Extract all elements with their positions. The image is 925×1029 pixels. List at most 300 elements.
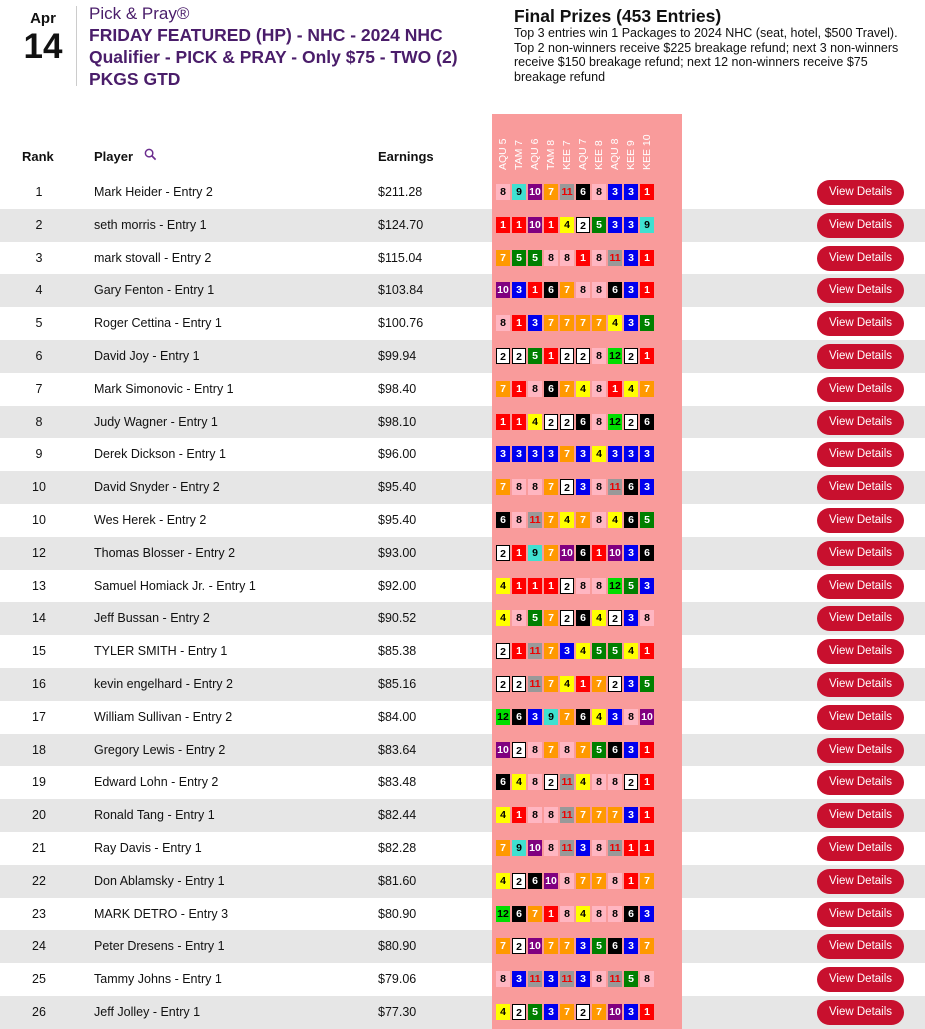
view-details-button[interactable]: View Details [817,541,904,566]
pick-badge: 7 [544,479,558,495]
earnings-cell: $211.28 [378,185,423,199]
view-details-button[interactable]: View Details [817,934,904,959]
pick-badge: 8 [560,906,574,922]
pick-badge: 4 [624,643,638,659]
pick-badge: 1 [512,381,526,397]
pick-badge: 1 [640,643,654,659]
pick-badge: 3 [512,446,526,462]
pick-badge: 5 [528,610,542,626]
rank-cell: 17 [32,709,46,724]
pick-badge: 7 [640,938,654,954]
picks-list [496,610,654,626]
rank-cell: 5 [35,316,43,331]
pick-badge: 2 [496,545,510,561]
view-details-button[interactable]: View Details [817,738,904,763]
pick-badge: 4 [576,381,590,397]
earnings-cell: $100.76 [378,316,424,331]
pick-badge: 4 [560,512,574,528]
earnings-cell: $92.00 [378,578,417,593]
pick-badge: 2 [544,774,558,790]
table-row [0,963,925,996]
pick-badge: 11 [609,841,621,854]
pick-badge: 11 [609,973,621,986]
pick-badge: 1 [512,807,526,823]
pick-badge: 3 [624,250,638,266]
earnings-cell: $77.30 [378,1004,417,1019]
pick-badge: 8 [640,610,654,626]
pick-badge: 6 [640,545,654,561]
view-details-button[interactable]: View Details [817,639,904,664]
pick-badge: 2 [496,643,510,659]
pick-badge: 7 [496,840,510,856]
pick-badge: 6 [576,545,590,561]
pick-badge: 7 [544,938,558,954]
pick-badge: 3 [624,446,638,462]
pick-badge: 2 [624,348,638,364]
view-details-button[interactable]: View Details [817,672,904,697]
view-details-button[interactable]: View Details [817,213,904,238]
pick-badge: 4 [576,906,590,922]
pick-badge: 11 [561,809,573,822]
table-row [0,832,925,865]
player-name: Tammy Johns - Entry 1 [94,972,222,987]
pick-badge: 7 [544,184,558,200]
view-details-button[interactable]: View Details [817,803,904,828]
pick-badge: 1 [640,348,654,364]
rank-cell: 14 [32,611,46,626]
header-divider [76,6,77,86]
player-name: kevin engelhard - Entry 2 [94,676,233,691]
table-row [0,406,925,439]
pick-badge: 2 [560,578,574,594]
rank-cell: 18 [32,742,46,757]
pick-badge: 8 [576,282,590,298]
pick-badge: 8 [592,282,606,298]
rank-cell: 10 [32,480,46,495]
player-name: Judy Wagner - Entry 1 [94,414,218,429]
pick-badge: 1 [640,840,654,856]
pick-badge: 2 [608,610,622,626]
earnings-cell: $85.16 [378,676,417,691]
pick-badge: 7 [544,512,558,528]
pick-badge: 7 [592,1004,606,1020]
pick-badge: 3 [608,446,622,462]
pick-badge: 3 [544,971,558,987]
pick-badge: 3 [576,840,590,856]
race-label: KEE 7 [561,140,573,170]
pick-badge: 12 [609,579,621,592]
pick-badge: 11 [609,481,621,494]
pick-badge: 1 [608,381,622,397]
pick-badge: 1 [544,217,558,233]
pick-badge: 8 [560,742,574,758]
pick-badge: 6 [528,873,542,889]
picks-list [496,742,654,758]
pick-badge: 2 [560,348,574,364]
pick-badge: 1 [640,807,654,823]
table-row [0,898,925,931]
event-date [14,10,72,66]
pick-badge: 7 [576,315,590,331]
pick-badge: 7 [560,938,574,954]
picks-list [496,348,654,364]
pick-badge: 12 [609,415,621,428]
rank-header: Rank [22,149,54,164]
player-name: Ray Davis - Entry 1 [94,840,202,855]
player-name: mark stovall - Entry 2 [94,250,212,265]
pick-badge: 5 [608,643,622,659]
pick-badge: 1 [544,578,558,594]
earnings-cell: $98.10 [378,414,417,429]
player-name: David Snyder - Entry 2 [94,480,220,495]
pick-badge: 5 [528,1004,542,1020]
pick-badge: 1 [640,282,654,298]
picks-list [496,709,654,725]
pick-badge: 10 [529,940,541,953]
earnings-cell: $82.44 [378,808,417,823]
picks-list [496,250,654,266]
event-month: Apr [30,10,56,27]
view-details-button[interactable]: View Details [817,967,904,992]
pick-badge: 5 [592,643,606,659]
player-name: Jeff Bussan - Entry 2 [94,611,210,626]
pick-badge: 6 [512,709,526,725]
pick-badge: 1 [592,545,606,561]
table-row [0,799,925,832]
pick-badge: 8 [592,774,606,790]
search-icon[interactable] [144,148,157,161]
pick-badge: 8 [592,381,606,397]
earnings-cell: $80.90 [378,939,417,954]
pick-badge: 3 [624,807,638,823]
pick-badge: 1 [512,643,526,659]
pick-badge: 3 [496,446,510,462]
earnings-cell: $103.84 [378,283,424,298]
picks-list [496,315,654,331]
player-name: Don Ablamsky - Entry 1 [94,873,225,888]
view-details-button[interactable]: View Details [817,410,904,435]
pick-badge: 4 [496,578,510,594]
rank-cell: 26 [32,1004,46,1019]
pick-badge: 7 [496,938,510,954]
pick-badge: 8 [576,578,590,594]
player-name: David Joy - Entry 1 [94,348,200,363]
pick-badge: 8 [608,774,622,790]
event-day: 14 [23,27,63,66]
earnings-cell: $82.28 [378,840,417,855]
pick-badge: 7 [560,315,574,331]
earnings-cell: $115.04 [378,250,423,265]
pick-badge: 5 [640,512,654,528]
earnings-cell: $96.00 [378,447,417,462]
contest-title-block [89,4,489,90]
view-details-button[interactable]: View Details [817,574,904,599]
pick-badge: 7 [528,906,542,922]
picks-list [496,643,654,659]
pick-badge: 6 [512,906,526,922]
table-row [0,340,925,373]
pick-badge: 7 [592,676,606,692]
pick-badge: 3 [544,1004,558,1020]
pick-badge: 7 [544,643,558,659]
race-header [492,114,682,172]
pick-badge: 10 [641,710,653,723]
pick-badge: 3 [640,906,654,922]
pick-badge: 1 [640,250,654,266]
picks-list [496,971,654,987]
player-name: Gregory Lewis - Entry 2 [94,742,226,757]
race-label: KEE 9 [625,140,637,170]
pick-badge: 7 [592,807,606,823]
earnings-cell: $83.64 [378,742,417,757]
view-details-button[interactable]: View Details [817,311,904,336]
earnings-cell: $99.94 [378,348,417,363]
pick-badge: 3 [528,446,542,462]
pick-badge: 10 [545,874,557,887]
pick-badge: 3 [576,938,590,954]
pick-badge: 8 [624,709,638,725]
table-row [0,602,925,635]
rank-cell: 22 [32,873,46,888]
earnings-cell: $90.52 [378,611,417,626]
contest-brand: Pick & Pray® [89,4,190,23]
pick-badge: 3 [640,446,654,462]
pick-badge: 7 [560,381,574,397]
pick-badge: 1 [512,315,526,331]
table-row [0,766,925,799]
pick-badge: 3 [640,578,654,594]
rank-cell: 4 [35,283,43,298]
pick-badge: 10 [529,218,541,231]
table-row [0,504,925,537]
pick-badge: 8 [512,512,526,528]
pick-badge: 11 [529,973,541,986]
picks-list [496,938,654,954]
pick-badge: 1 [640,742,654,758]
pick-badge: 9 [512,184,526,200]
race-label: TAM 7 [513,139,525,170]
pick-badge: 8 [544,250,558,266]
pick-badge: 8 [608,906,622,922]
rank-cell: 2 [35,217,43,232]
pick-badge: 3 [624,610,638,626]
pick-badge: 8 [592,348,606,364]
race-label: AQU 5 [497,138,509,170]
pick-badge: 2 [496,348,510,364]
pick-badge: 9 [528,545,542,561]
pick-badge: 3 [560,643,574,659]
pick-badge: 2 [576,348,590,364]
pick-badge: 6 [624,479,638,495]
rank-cell: 20 [32,808,46,823]
pick-badge: 1 [624,873,638,889]
pick-badge: 4 [608,512,622,528]
pick-badge: 8 [528,381,542,397]
pick-badge: 8 [592,971,606,987]
pick-badge: 11 [529,677,541,690]
rank-cell: 6 [35,348,43,363]
picks-list [496,414,654,430]
pick-badge: 4 [528,414,542,430]
view-details-button[interactable]: View Details [817,836,904,861]
pick-badge: 4 [592,610,606,626]
picks-list [496,512,654,528]
pick-badge: 10 [609,1005,621,1018]
pick-badge: 10 [497,284,509,297]
earnings-cell: $95.40 [378,512,417,527]
table-row [0,930,925,963]
table-row [0,307,925,340]
table-row [0,471,925,504]
picks-list [496,184,654,200]
pick-badge: 11 [609,251,621,264]
pick-badge: 7 [544,545,558,561]
pick-badge: 8 [608,873,622,889]
pick-badge: 6 [624,512,638,528]
pick-badge: 3 [576,971,590,987]
rank-cell: 23 [32,906,46,921]
pick-badge: 11 [561,973,573,986]
view-details-button[interactable]: View Details [817,246,904,271]
view-details-button[interactable]: View Details [817,344,904,369]
picks-list [496,545,654,561]
pick-badge: 6 [608,938,622,954]
leaderboard [0,176,925,1029]
pick-badge: 3 [624,742,638,758]
view-details-button[interactable]: View Details [817,180,904,205]
pick-badge: 7 [544,676,558,692]
pick-badge: 5 [592,742,606,758]
pick-badge: 6 [640,414,654,430]
view-details-button[interactable]: View Details [817,770,904,795]
pick-badge: 11 [529,645,541,658]
pick-badge: 7 [592,873,606,889]
pick-badge: 5 [592,217,606,233]
pick-badge: 5 [624,578,638,594]
picks-list [496,479,654,495]
race-label: KEE 8 [593,140,605,170]
picks-list [496,676,654,692]
pick-badge: 7 [576,873,590,889]
pick-badge: 8 [512,610,526,626]
player-name: MARK DETRO - Entry 3 [94,906,229,921]
earnings-cell: $93.00 [378,545,417,560]
pick-badge: 1 [624,840,638,856]
pick-badge: 8 [512,479,526,495]
pick-badge: 6 [576,610,590,626]
earnings-cell: $80.90 [378,906,417,921]
pick-badge: 2 [576,1004,590,1020]
pick-badge: 8 [592,250,606,266]
pick-badge: 8 [640,971,654,987]
pick-badge: 2 [560,414,574,430]
picks-list [496,774,654,790]
pick-badge: 4 [496,873,510,889]
player-name: Gary Fenton - Entry 1 [94,283,215,298]
prize-description: Top 3 entries win 1 Packages to 2024 NHC (seat, hotel, $500 Travel). Top 2 non-winners receive $225 breakage refund; next 3 non-winners receive $150 breakage refund; next 12 non-winners receive $75 breakage refund [514,26,899,84]
pick-badge: 7 [496,479,510,495]
rank-cell: 1 [35,185,43,199]
view-details-button[interactable]: View Details [817,705,904,730]
pick-badge: 1 [512,217,526,233]
table-row [0,701,925,734]
view-details-button[interactable]: View Details [817,606,904,631]
pick-badge: 4 [496,1004,510,1020]
pick-badge: 11 [561,776,573,789]
pick-badge: 8 [528,807,542,823]
pick-badge: 6 [496,774,510,790]
pick-badge: 3 [576,479,590,495]
pick-badge: 2 [512,348,526,364]
table-row [0,209,925,242]
earnings-cell: $83.48 [378,775,417,790]
table-row [0,537,925,570]
pick-badge: 4 [512,774,526,790]
view-details-button[interactable]: View Details [817,902,904,927]
pick-badge: 7 [608,807,622,823]
pick-badge: 3 [624,184,638,200]
pick-badge: 1 [512,414,526,430]
pick-badge: 7 [560,446,574,462]
pick-badge: 6 [544,282,558,298]
pick-badge: 11 [529,513,541,526]
earnings-cell: $79.06 [378,972,417,987]
pick-badge: 3 [624,938,638,954]
pick-badge: 3 [512,971,526,987]
pick-badge: 4 [592,446,606,462]
pick-badge: 7 [496,381,510,397]
pick-badge: 12 [497,907,509,920]
view-details-button[interactable]: View Details [817,869,904,894]
pick-badge: 4 [560,676,574,692]
pick-badge: 9 [512,840,526,856]
pick-badge: 7 [544,742,558,758]
pick-badge: 1 [576,676,590,692]
earnings-cell: $84.00 [378,709,417,724]
picks-list [496,807,654,823]
view-details-button[interactable]: View Details [817,508,904,533]
pick-badge: 8 [528,742,542,758]
pick-badge: 4 [592,709,606,725]
pick-badge: 1 [544,906,558,922]
player-name: Mark Simonovic - Entry 1 [94,381,234,396]
pick-badge: 3 [576,446,590,462]
pick-badge: 1 [576,250,590,266]
view-details-button[interactable]: View Details [817,442,904,467]
race-label: AQU 8 [609,138,621,170]
prize-block [514,6,914,84]
pick-badge: 3 [624,1004,638,1020]
table-row [0,635,925,668]
pick-badge: 8 [592,479,606,495]
picks-list [496,840,654,856]
picks-list [496,446,654,462]
view-details-button[interactable]: View Details [817,475,904,500]
view-details-button[interactable]: View Details [817,1000,904,1025]
pick-badge: 7 [640,873,654,889]
pick-badge: 2 [576,217,590,233]
rank-cell: 12 [32,545,46,560]
pick-badge: 4 [496,610,510,626]
player-name: Ronald Tang - Entry 1 [94,808,215,823]
pick-badge: 10 [609,546,621,559]
pick-badge: 7 [576,807,590,823]
view-details-button[interactable]: View Details [817,377,904,402]
table-row [0,274,925,307]
table-row [0,176,925,209]
picks-list [496,282,654,298]
view-details-button[interactable]: View Details [817,278,904,303]
